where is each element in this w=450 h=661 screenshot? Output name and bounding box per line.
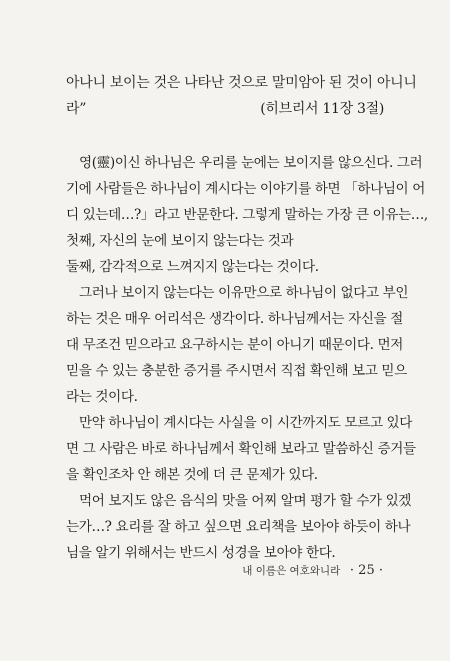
body-line: 을 확인조차 안 해본 것에 더 큰 문제가 있다. xyxy=(66,467,318,483)
body-line: 기에 사람들은 하나님이 계시다는 이야기를 하면 「하나님이 어 xyxy=(66,181,425,197)
quote-line-1: 아나니 보이는 것은 나타난 것으로 말미암아 된 것이 아니니 xyxy=(66,75,417,91)
body-line: 영(靈)이신 하나님은 우리를 눈에는 보이지를 않으신다. 그러 xyxy=(79,155,423,171)
body-line: 만약 하나님이 계시다는 사실을 이 시간까지도 모르고 있다 xyxy=(79,415,413,431)
body-line: 님을 알기 위해서는 반드시 성경을 보아야 한다. xyxy=(66,545,336,561)
body-line: 그러나 보이지 않는다는 이유만으로 하나님이 없다고 부인 xyxy=(79,285,409,301)
body-line: 첫째, 자신의 눈에 보이지 않는다는 것과 xyxy=(66,233,294,249)
body-text xyxy=(66,150,428,566)
body-line: 하는 것은 매우 어리석은 생각이다. 하나님께서는 자신을 절 xyxy=(66,311,403,327)
body-line: 대 무조건 믿으라고 요구하시는 분이 아니기 때문이다. 먼저 xyxy=(66,337,403,353)
body-line: 먹어 보지도 않은 음식의 맛을 어찌 알며 평가 할 수가 있겠 xyxy=(79,493,412,509)
body-line: 디 있는데…?」라고 반문한다. 그렇게 말하는 가장 큰 이유는…, xyxy=(66,207,428,223)
quote-line-2: 라” xyxy=(66,101,87,117)
page-number: · 25 · xyxy=(349,563,383,578)
page-footer xyxy=(0,563,383,578)
body-line: 라는 것이다. xyxy=(66,389,138,405)
body-line: 믿을 수 있는 충분한 증거를 주시면서 직접 확인해 보고 믿으 xyxy=(66,363,407,379)
quote-citation: (히브리서 11장 3절) xyxy=(260,101,384,117)
body-line: 는가…? 요리를 잘 하고 싶으면 요리책을 보아야 하듯이 하나 xyxy=(66,519,411,535)
body-line: 면 그 사람은 바로 하나님께서 확인해 보라고 말씀하신 증거들 xyxy=(66,441,416,457)
body-line: 둘째, 감각적으로 느껴지지 않는다는 것이다. xyxy=(66,259,319,275)
running-title: 내 이름은 여호와니라 xyxy=(242,565,341,577)
scripture-quote xyxy=(66,70,417,122)
